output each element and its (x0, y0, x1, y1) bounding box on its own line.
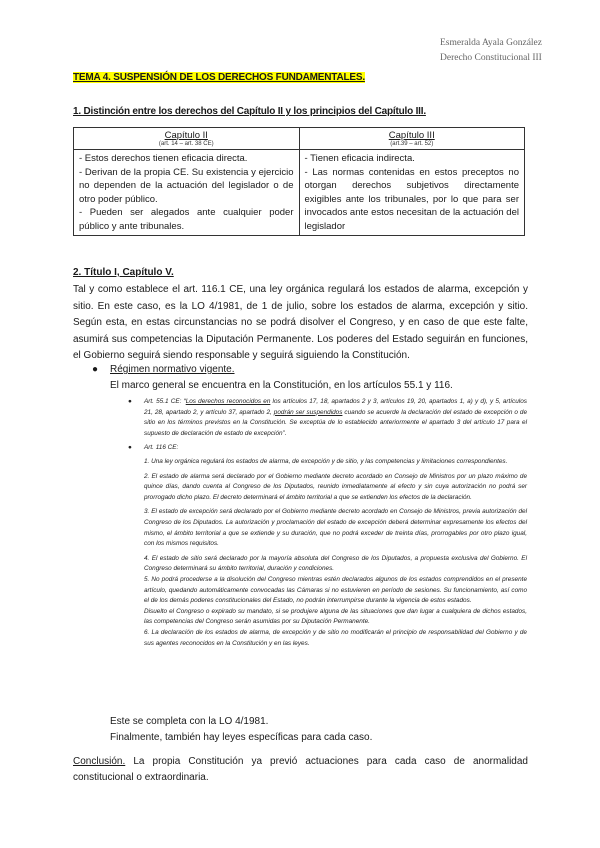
section2-paragraph: Tal y como establece el art. 116.1 CE, una ley orgánica regulará los estados de alarma, excepción y sitio. En este caso, es la LO 4/1981, de 1 de julio, sobre los estados de alarma, excepción y sitio. Según esta, en estas circunstancias no se podrá disolver el Congreso, y en caso de que este falte, asumirá sus competencias la Diputación Permanente. Los poderes del Estado seguirán en funciones, el Gobierno seguirá siendo responsable y seguirá siguiendo la Constitución. (73, 284, 528, 361)
art55-text (144, 397, 527, 439)
art55-underlined-2: podrán ser suspendidos (273, 408, 343, 416)
chapter-ii-cell (74, 150, 300, 236)
chapter-ii-item: - Derivan de la propia CE. Su existencia y ejercicio no dependen de la actuación del legislador o de otro poder público. (79, 166, 294, 205)
bullet-dot: ● (92, 364, 99, 375)
comparison-table (73, 127, 525, 236)
art116-paragraph: 3. El estado de excepción será declarado por el Gobierno mediante decreto acordado en Consejo de Ministros, previa autorización del Congreso de los Diputados. La autorización y proclamación del estado de excepción deberá determinar expresamente los efectos del mismo, el ámbito territorial a que se extiende y su duración, que no podrá exceder de treinta días, prorrogables por otro plazo igual, con los mismos requisitos. (144, 508, 527, 548)
bullet-label: Régimen normativo vigente. (110, 364, 235, 375)
conclusion-text: La propia Constitución ya previó actuaciones para cada caso de anormalidad constitucional o extraordinaria. (73, 756, 528, 783)
sub-bullet-dot: ● (128, 444, 132, 451)
chapter-iii-range: (art.39 – art. 52) (390, 141, 434, 147)
art116-paragraph: 2. El estado de alarma será declarado por el Gobierno mediante decreto acordado en Consejo de Ministros por un plazo máximo de quince días, dando cuenta al Congreso de los Diputados, reunido inmediatamente al efecto y sin cuya autorización no podrá ser prorrogado dicho plazo. El decreto determinará el ámbito territorial a que se extienden los efectos de la declaración. (144, 472, 527, 501)
regimen-intro: El marco general se encuentra en la Constitución, en los artículos 55.1 y 116. (110, 380, 453, 391)
art55-prefix: Art. 55.1 CE: “ (144, 398, 186, 405)
finally-line: Finalmente, también hay leyes específicas para cada caso. (110, 732, 373, 743)
chapter-iii-item: - Las normas contenidas en estos preceptos no otorgan derechos subjetivos directamente exigibles ante los tribunales, por lo que para ser invocados ante estos necesitan de la actuación del legislador (304, 166, 519, 232)
chapter-iii-cell (299, 150, 525, 236)
art116-paragraph: Disuelto el Congreso o expirado su mandato, si se produjere alguna de las situaciones que dan lugar a cualquiera de dichos estados, las competencias del Congreso serán asumidas por su Diputación Permanente. (144, 607, 527, 626)
section2-heading: 2. Título I, Capítulo V. (73, 267, 174, 278)
complement-line: Este se completa con la LO 4/1981. (110, 716, 269, 727)
conclusion-label: Conclusión. (73, 756, 126, 767)
art55-underlined-1: Los derechos reconocidos en (185, 398, 271, 405)
sub-bullet-dot: ● (128, 398, 132, 405)
header-subject: Derecho Constitucional III (440, 53, 542, 63)
art116-paragraph: 1. Una ley orgánica regulará los estados de alarma, de excepción y de sitio, y las competencias y limitaciones correspondientes. (144, 458, 508, 465)
document-title: TEMA 4. SUSPENSIÓN DE LOS DERECHOS FUNDAMENTALES. (73, 72, 365, 83)
table-header-chapter-iii (299, 128, 525, 150)
chapter-ii-item: - Estos derechos tienen eficacia directa. (79, 153, 248, 164)
art55-rest: cuando se acuerde la declaración del estado de excepción o de sitio en los términos previstos en la Constitución. Se exceptúa de lo establecido anteriormente el apartado 3 del artículo 17 para el supuesto de declaración de estado de excepción”. (144, 408, 528, 437)
art116-paragraph: 5. No podrá procederse a la disolución del Congreso mientras estén declarados algunos de los estados comprendidos en el presente artículo, quedando automáticamente convocadas las Cámaras si no estuvieren en período de sesiones. Su funcionamiento, así como el de los demás poderes constitucionales del Estado, no podrán interrumpirse durante la vigencia de estos estados. (144, 575, 527, 605)
header-author: Esmeralda Ayala González (440, 38, 542, 48)
art116-paragraph: 6. La declaración de los estados de alarma, de excepción y de sitio no modificarán el principio de responsabilidad del Gobierno y de sus agentes reconocidos en la Constitución y en las leyes. (144, 628, 527, 647)
chapter-ii-range: (art. 14 – art. 38 CE) (158, 141, 214, 147)
art116-label: Art. 116 CE: (144, 444, 179, 451)
chapter-ii-title: Capítulo II (164, 130, 208, 141)
section1-heading: 1. Distinción entre los derechos del Capítulo II y los principios del Capítulo III. (73, 106, 426, 117)
art116-paragraphs (144, 457, 527, 649)
conclusion-paragraph (73, 754, 528, 786)
chapter-ii-item: - Pueden ser alegados ante cualquier poder público y ante tribunales. (79, 207, 294, 232)
chapter-iii-item: - Tienen eficacia indirecta. (304, 153, 415, 164)
document-header (440, 36, 542, 66)
art55-middle: los artículos 17, 18, apartados 2 y 3, artículos 19, 20, apartados 1, a) y d), y 5, artículos 21, 28, apartado 2, y artículo 37, apartado 2, (144, 398, 527, 416)
chapter-iii-title: Capítulo III (388, 130, 435, 141)
art116-paragraph: 4. El estado de sitio será declarado por la mayoría absoluta del Congreso de los Diputados, a propuesta exclusiva del Gobierno. El Congreso determinará su ámbito territorial, duración y condiciones. (144, 554, 527, 573)
table-header-chapter-ii (74, 128, 300, 150)
